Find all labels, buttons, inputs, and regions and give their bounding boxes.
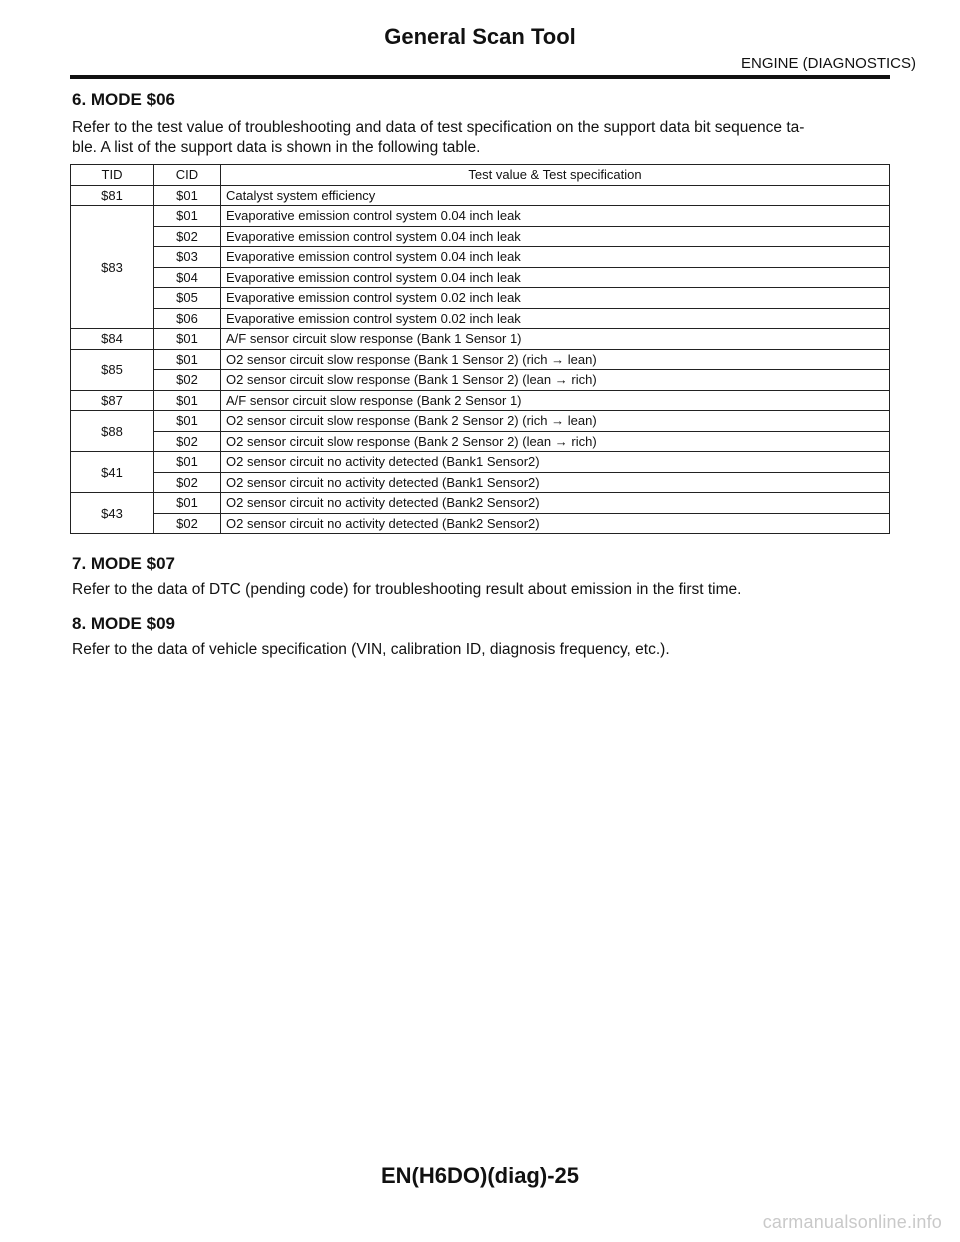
description-cell: Evaporative emission control system 0.04 inch leak: [221, 226, 890, 247]
table-row: [71, 349, 890, 370]
mode06-heading: 6. MODE $06: [72, 90, 175, 109]
description-cell: Evaporative emission control system 0.02 inch leak: [221, 308, 890, 329]
mode09-heading: 8. MODE $09: [72, 614, 175, 633]
cid-cell: $01: [154, 493, 221, 514]
mode06-intro: [72, 118, 890, 158]
table-row: [71, 452, 890, 473]
cid-cell: $06: [154, 308, 221, 329]
cid-cell: $02: [154, 370, 221, 391]
description-cell: Evaporative emission control system 0.04 inch leak: [221, 206, 890, 227]
table-header-row: [71, 165, 890, 186]
tid-cell: $83: [71, 206, 154, 329]
table-row: [71, 370, 890, 391]
description-cell: Evaporative emission control system 0.04 inch leak: [221, 267, 890, 288]
description-cell: O2 sensor circuit slow response (Bank 2 Sensor 2) (rich → lean): [221, 411, 890, 432]
table-row: [71, 411, 890, 432]
header-divider: [70, 75, 890, 79]
cid-cell: $01: [154, 452, 221, 473]
table-row: [71, 390, 890, 411]
description-cell: Evaporative emission control system 0.02 inch leak: [221, 288, 890, 309]
mode09-text: Refer to the data of vehicle specification (VIN, calibration ID, diagnosis frequency, etc.).: [72, 641, 670, 658]
table-row: [71, 431, 890, 452]
header-tid: TID: [71, 165, 154, 186]
table-row: [71, 288, 890, 309]
mode07-text: Refer to the data of DTC (pending code) for troubleshooting result about emission in the first time.: [72, 581, 742, 598]
table-row: [71, 513, 890, 534]
description-cell: O2 sensor circuit no activity detected (Bank2 Sensor2): [221, 513, 890, 534]
tid-cell: $87: [71, 390, 154, 411]
support-data-table: [70, 164, 890, 534]
cid-cell: $01: [154, 390, 221, 411]
mode07-heading: 7. MODE $07: [72, 554, 175, 573]
cid-cell: $01: [154, 329, 221, 350]
table-row: [71, 329, 890, 350]
description-cell: O2 sensor circuit no activity detected (Bank1 Sensor2): [221, 472, 890, 493]
tid-cell: $84: [71, 329, 154, 350]
page-number: EN(H6DO)(diag)-25: [380, 1163, 579, 1188]
cid-cell: $01: [154, 206, 221, 227]
table-row: [71, 472, 890, 493]
cid-cell: $01: [154, 411, 221, 432]
table-row: [71, 308, 890, 329]
cid-cell: $01: [154, 349, 221, 370]
cid-cell: $02: [154, 431, 221, 452]
cid-cell: $04: [154, 267, 221, 288]
table-row: [71, 267, 890, 288]
cid-cell: $03: [154, 247, 221, 268]
table-row: [71, 206, 890, 227]
tid-cell: $88: [71, 411, 154, 452]
tid-cell: $41: [71, 452, 154, 493]
cid-cell: $05: [154, 288, 221, 309]
table-row: [71, 493, 890, 514]
description-cell: O2 sensor circuit no activity detected (Bank2 Sensor2): [221, 493, 890, 514]
description-cell: O2 sensor circuit slow response (Bank 2 Sensor 2) (lean → rich): [221, 431, 890, 452]
description-cell: Catalyst system efficiency: [221, 185, 890, 206]
description-cell: O2 sensor circuit no activity detected (Bank1 Sensor2): [221, 452, 890, 473]
description-cell: O2 sensor circuit slow response (Bank 1 Sensor 2) (rich → lean): [221, 349, 890, 370]
tid-cell: $81: [71, 185, 154, 206]
header-cid: CID: [154, 165, 221, 186]
mode06-intro-line1: Refer to the test value of troubleshooting and data of test specification on the support data bit sequence ta-: [72, 119, 805, 136]
description-cell: O2 sensor circuit slow response (Bank 1 Sensor 2) (lean → rich): [221, 370, 890, 391]
watermark: carmanualsonline.info: [762, 1212, 942, 1232]
mode06-intro-line2: ble. A list of the support data is shown in the following table.: [72, 139, 481, 156]
cid-cell: $02: [154, 226, 221, 247]
section-label: ENGINE (DIAGNOSTICS): [740, 55, 916, 72]
header-description: Test value & Test specification: [221, 165, 890, 186]
page-title: General Scan Tool: [384, 24, 576, 49]
description-cell: A/F sensor circuit slow response (Bank 2 Sensor 1): [221, 390, 890, 411]
cid-cell: $02: [154, 472, 221, 493]
description-cell: Evaporative emission control system 0.04 inch leak: [221, 247, 890, 268]
table-row: [71, 247, 890, 268]
tid-cell: $85: [71, 349, 154, 390]
cid-cell: $02: [154, 513, 221, 534]
table-body: [71, 185, 890, 534]
table-row: [71, 185, 890, 206]
description-cell: A/F sensor circuit slow response (Bank 1 Sensor 1): [221, 329, 890, 350]
table-row: [71, 226, 890, 247]
cid-cell: $01: [154, 185, 221, 206]
tid-cell: $43: [71, 493, 154, 534]
